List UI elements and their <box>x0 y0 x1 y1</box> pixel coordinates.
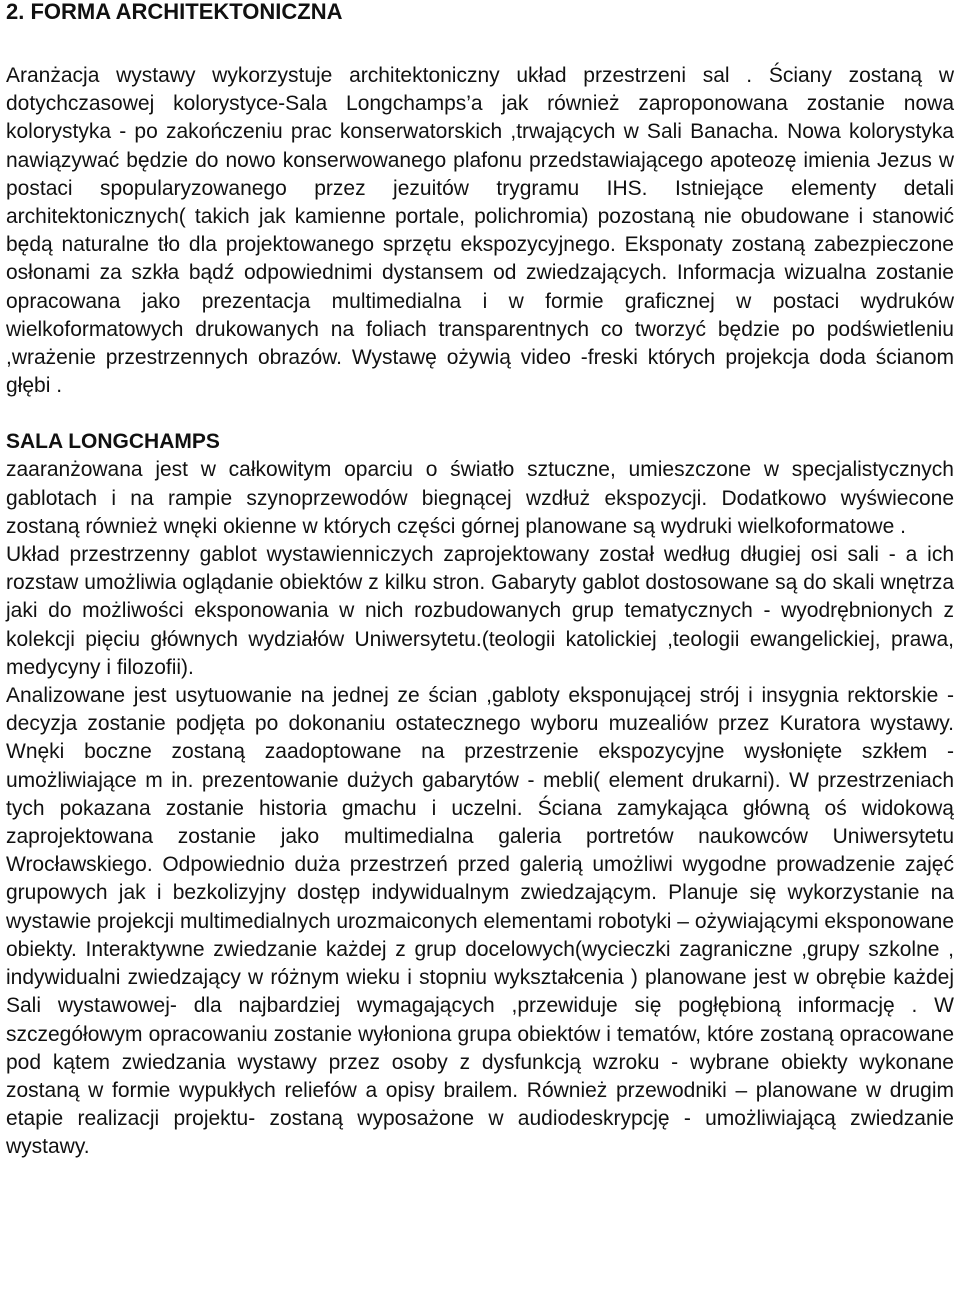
intro-paragraph: Aranżacja wystawy wykorzystuje architektoniczny układ przestrzeni sal . Ściany zostaną w dotychczasowej kolorystyce-Sala Longchamps’a jak również zaproponowana zostanie nowa kolorystyka - po zakończeniu prac konserwatorskich ,trwających w Sali Banacha. Nowa kolorystyka nawiązywać będzie do nowo konserwowanego plafonu przedstawiającego apoteozę imienia Jezus w postaci spopularyzowanego przez jezuitów trygramu IHS. Istniejące elementy detali architektonicznych( takich jak kamienne portale, polichromia) pozostaną nie obudowane i stanowić będą naturalne tło dla projektowanego sprzętu ekspozycyjnego. Eksponaty zostaną zabezpieczone osłonami za szkła bądź odpowiednimi dystansem od zwiedzających. Informacja wizualna zostanie opracowana jako prezentacja multimedialna i w formie graficznej w postaci wydruków wielkoformatowych drukowanych na foliach transparentnych co tworzyć będzie po podświetleniu ,wrażenie przestrzennych obrazów. Wystawę ożywią video -freski których projekcja doda ścianom głębi . <box>6 64 954 398</box>
section-paragraph-3: Analizowane jest usytuowanie na jednej ze ścian ,gabloty eksponującej strój i insygnia rektorskie - decyzja zostanie podjęta po dokonaniu ostatecznego wyboru muzealiów przez Kuratora wystawy. Wnęki boczne zostaną zaadoptowane na przestrzenie ekspozycyjne wysłonięte szkłem - umożliwiające m in. prezentowanie dużych gabarytów - mebli( element drukarni). W przestrzeniach tych pokazana zostanie historia gmachu i uczelni. Ściana zamykająca główną oś widokową zaprojektowana zostanie jako multimedialna galeria portretów naukowców Uniwersytetu Wrocławskiego. Odpowiednio duża przestrzeń przed galerią umożliwi wygodne prowadzenie zajęć grupowych jak i bezkolizyjny dostęp indywidualnym zwiedzającym. Planuje się wykorzystanie na wystawie projekcji multimedialnych urozmaiconych elementami robotyki – ożywiającymi eksponowane obiekty. Interaktywne zwiedzanie każdej z grup docelowych(wycieczki zagraniczne ,grupy szkolne , indywidualni zwiedzający w różnym wieku i stopniu wykształcenia ) planowane jest w obrębie każdej Sali wystawowej- dla najbardziej wymagających ,przewiduje się pogłębioną informację . W szczegółowym opracowaniu zostanie wyłoniona grupa obiektów i tematów, które zostaną opracowane pod kątem zwiedzania wystawy przez osoby z dysfunkcją wzroku - wybrane obiekty wykonane zostaną w formie wypukłych reliefów a opisy brailem. Również przewodniki – planowane w drugim etapie realizacji projektu- zostaną wyposażone w audiodeskrypcję - umożliwiającą zwiedzanie wystawy. <box>6 684 954 1159</box>
section-paragraph-2: Układ przestrzenny gablot wystawienniczych zaprojektowany został według długiej osi sali - a ich rozstaw umożliwia oglądanie obiektów z kilku stron. Gabaryty gablot dostosowane są do skali wnętrza jaki do możliwości eksponowania w nich rozbudowanych grup tematycznych - wyodrębnionych z kolekcji pięciu głównych wydziałów Uniwersytetu.(teologii katolickiej ,teologii ewangelickiej, prawa, medycyny i filozofii). <box>6 543 954 679</box>
page-heading: 2. FORMA ARCHITEKTONICZNA <box>6 0 343 24</box>
spacer <box>6 400 954 428</box>
spacer <box>6 24 954 62</box>
section-title: SALA LONGCHAMPS <box>6 430 220 454</box>
section-paragraph-1: zaaranżowana jest w całkowitym oparciu o światło sztuczne, umieszczone w specjalistycznych gablotach i na rampie szynoprzewodów biegnącej wzdłuż ekspozycji. Dodatkowo wyświecone zostaną również wnęki okienne w których części górnej planowane są wydruki wielkoformatowe . <box>6 458 954 538</box>
